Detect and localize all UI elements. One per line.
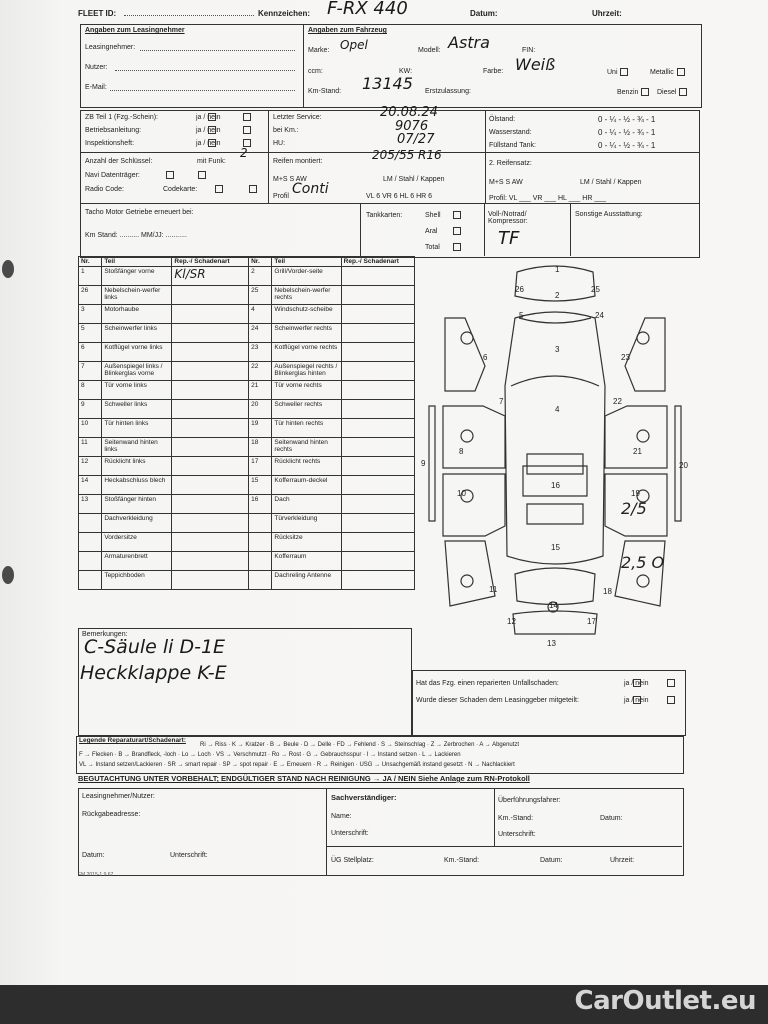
damage-table-cell: 19: [249, 419, 272, 438]
profil-label: Profil: [273, 193, 289, 200]
uni-label: Uni: [607, 68, 629, 76]
damage-table-cell[interactable]: [172, 419, 249, 438]
begutachtung-text: BEGUTACHTUNG UNTER VORBEHALT; ENDGÜLTIGER STAND NACH REINIGUNG → JA / NEIN Siehe Anlage zum RN-Protokoll: [78, 774, 530, 783]
damage-table-row: [79, 381, 415, 400]
divider: [485, 110, 486, 204]
damage-table-cell: Dachverkleidung: [102, 514, 172, 533]
vl-vr-hl-hr: VL 6 VR 6 HL 6 HR 6: [366, 193, 433, 200]
divider: [303, 24, 304, 107]
damage-table-cell: 3: [79, 305, 102, 324]
navi-label: Navi Datenträger:: [85, 172, 140, 179]
benzin-label: Benzin: [617, 88, 650, 96]
diagram-part-label: 17: [587, 617, 596, 626]
diagram-part-label: 15: [551, 543, 560, 552]
kennzeichen-label: Kennzeichen:: [258, 9, 311, 18]
damage-table-cell: 12: [79, 457, 102, 476]
codekarte-label: Codekarte:: [163, 186, 198, 193]
funk-label: mit Funk:: [197, 158, 226, 165]
damage-table-cell: Grill/Vorder-seite: [272, 267, 341, 286]
shell-label: Shell: [425, 212, 441, 219]
damage-table-cell[interactable]: [341, 305, 414, 324]
damage-table-row: [79, 514, 415, 533]
rueckgabe-label: Rückgabeadresse:: [82, 811, 141, 818]
sachverstaendiger-label: Sachverständiger:: [331, 793, 397, 802]
diagram-part-label: 18: [603, 587, 612, 596]
lm-stahl-2: LM / Stahl / Kappen: [580, 179, 642, 186]
damage-table-header: Rep.-/ Schadenart: [172, 257, 249, 267]
damage-table-cell: Motorhaube: [102, 305, 172, 324]
diagram-part-label: 12: [507, 617, 516, 626]
damage-table-cell[interactable]: [341, 343, 414, 362]
damage-table-cell: Tür hinten rechts: [272, 419, 341, 438]
oel-scale: 0 - ¼ - ½ - ¾ - 1: [598, 115, 656, 124]
line: [110, 90, 295, 91]
beikm-label: bei Km.:: [273, 127, 299, 134]
damage-table-header: Teil: [102, 257, 172, 267]
codekarte-ja-checkbox[interactable]: [215, 185, 223, 193]
damage-table-cell[interactable]: [172, 400, 249, 419]
damage-table-row: [79, 552, 415, 571]
damage-table-cell[interactable]: [172, 495, 249, 514]
inspektion-ja-checkbox[interactable]: [208, 139, 216, 147]
zb-nein-checkbox[interactable]: [243, 113, 251, 121]
damage-table-cell[interactable]: [341, 514, 414, 533]
damage-table-cell: Außenspiegel rechts / Blinkerglas hinten: [272, 362, 341, 381]
damage-table-cell: [79, 533, 102, 552]
damage-table-cell: 9: [79, 400, 102, 419]
kennzeichen-value: F-RX 440: [327, 0, 408, 19]
legend-line1: Ri → Riss · K → Kratzer · B → Beule · D → Delle · FD → Fehlend · S → Steinschlag · Z → Zerbrochen · A → Abgenutzt: [200, 742, 520, 748]
tank-label: Füllstand Tank:: [489, 142, 536, 149]
damage-table-cell: Armaturenbrett: [102, 552, 172, 571]
damage-table-cell: Tür vorne rechts: [272, 381, 341, 400]
diagram-part-label: 16: [551, 481, 560, 490]
diagram-part-label: 14: [549, 601, 558, 610]
farbe-value: Weiß: [515, 55, 556, 74]
email-label: E-Mail:: [85, 84, 107, 91]
sonstige-label: Sonstige Ausstattung:: [575, 211, 643, 218]
datum-sig-label: Datum:: [82, 852, 105, 859]
damage-table-row: [79, 533, 415, 552]
diagram-part-label: 1: [555, 265, 560, 274]
ccm-label: ccm:: [308, 68, 323, 75]
nutzer-label: Nutzer:: [85, 64, 108, 71]
diagram-part-label: 3: [555, 345, 560, 354]
remarks-line1: C-Säule li D-1E: [84, 636, 226, 658]
voll-value: TF: [498, 228, 520, 249]
divider: [268, 110, 269, 204]
damage-table-cell: 6: [79, 343, 102, 362]
modell-value: Astra: [448, 33, 490, 52]
zb-label: ZB Teil 1 (Fzg.-Schein):: [85, 114, 159, 121]
diagram-part-label: 23: [621, 353, 630, 362]
fleet-id-label: FLEET ID:: [78, 9, 117, 18]
damage-table-cell: Dachreling Antenne: [272, 571, 341, 590]
damage-table-cell: Türverkleidung: [272, 514, 341, 533]
uni-checkbox[interactable]: [620, 68, 628, 76]
diagram-note-1: 2/5: [621, 499, 647, 518]
damage-table-cell: [249, 514, 272, 533]
km-stand-line: Km Stand: .......... MM/JJ: ...........: [85, 232, 187, 239]
divider: [360, 203, 361, 256]
profil2: Profil: VL ___ VR ___ HL ___ HR ___: [489, 195, 606, 202]
damage-table-cell[interactable]: [172, 343, 249, 362]
oelstand-label: Ölstand:: [489, 116, 516, 123]
damage-table-cell: Kotflügel vorne rechts: [272, 343, 341, 362]
damage-table-cell: [79, 552, 102, 571]
damage-table-cell: Windschutz-scheibe: [272, 305, 341, 324]
diagram-part-label: 19: [631, 489, 640, 498]
marke-label: Marke:: [308, 47, 330, 54]
damage-table-cell: 15: [249, 476, 272, 495]
reported-ja-checkbox[interactable]: [633, 696, 641, 704]
erstzulassung-label: Erstzulassung:: [425, 88, 471, 95]
damage-table-cell: Rücksitze: [272, 533, 341, 552]
section-leasing-fahrzeug: [80, 24, 702, 108]
damage-table-cell[interactable]: [341, 552, 414, 571]
diagram-part-label: 8: [459, 447, 464, 456]
damage-table-cell: 13: [79, 495, 102, 514]
damage-table-row: [79, 343, 415, 362]
legend-line2: F → Flecken · B → Brandfleck, -loch · Lo → Loch · VS → Verschmutzt · Ro → Rost · G → Gebrauchsspur · I → Instand setzen · L → Lackieren: [79, 752, 461, 758]
total-checkbox[interactable]: [453, 243, 461, 251]
divider: [484, 203, 485, 256]
divider: [494, 788, 495, 846]
zb-ja-checkbox[interactable]: [208, 113, 216, 121]
anzahl-label: Anzahl der Schlüssel:: [85, 158, 153, 165]
legend-title: Legende Reparaturart/Schadenart:: [79, 737, 186, 744]
damage-table-cell: Kofferraum: [272, 552, 341, 571]
damage-table-header: Nr.: [249, 257, 272, 267]
damage-table-row: [79, 305, 415, 324]
accident-janein-2: ja / nein: [624, 697, 649, 704]
damage-table-cell: Kofferraum-deckel: [272, 476, 341, 495]
betrieb-janein: ja / nein: [196, 127, 221, 134]
damage-table-cell[interactable]: [172, 457, 249, 476]
kmstand-value: 13145: [362, 74, 413, 93]
damage-table-cell: 20: [249, 400, 272, 419]
navi-ja-checkbox[interactable]: [166, 171, 174, 179]
damage-table-cell: Seitenwand hinten links: [102, 438, 172, 457]
punch-hole: [2, 260, 14, 278]
damage-table-header: Rep.-/ Schadenart: [341, 257, 414, 267]
damage-table-cell: [79, 514, 102, 533]
diagram-part-label: 6: [483, 353, 488, 362]
uhrzeit-label: Uhrzeit:: [592, 9, 622, 18]
damage-table-cell[interactable]: [341, 419, 414, 438]
damage-table-cell: 23: [249, 343, 272, 362]
diagram-part-label: 13: [547, 639, 556, 648]
metallic-label: Metallic: [650, 68, 686, 76]
diagram-part-label: 4: [555, 405, 560, 414]
shell-checkbox[interactable]: [453, 211, 461, 219]
unterschrift-sv-label: Unterschrift:: [331, 830, 369, 837]
remarks-line2: Heckklappe K-E: [80, 662, 227, 684]
damage-table-cell[interactable]: [172, 514, 249, 533]
diesel-checkbox[interactable]: [679, 88, 687, 96]
leasing-title: Angaben zum Leasingnehmer: [85, 27, 185, 34]
damage-table-cell: Dach: [272, 495, 341, 514]
damage-table-cell[interactable]: [172, 476, 249, 495]
kw-label: KW:: [399, 68, 413, 75]
line: [115, 70, 295, 71]
diagram-part-label: 20: [679, 461, 688, 470]
accident-q1: Hat das Fzg. einen reparierten Unfallschaden:: [416, 680, 559, 687]
damage-table-cell: 4: [249, 305, 272, 324]
diagram-part-label: 5: [519, 311, 524, 320]
damage-table-cell[interactable]: [341, 533, 414, 552]
damage-table-cell: 7: [79, 362, 102, 381]
uhrzeit-ueg-label: Uhrzeit:: [610, 857, 635, 864]
zb-janein: ja / nein: [196, 114, 221, 121]
diagram-part-label: 26: [515, 285, 524, 294]
accident-ja-checkbox[interactable]: [633, 679, 641, 687]
km-stand-sig-label: Km.-Stand:: [498, 815, 534, 822]
damage-table-cell: [249, 552, 272, 571]
line: [140, 50, 295, 51]
damage-table-cell: Heckabschluss blech: [102, 476, 172, 495]
damage-table-cell: 17: [249, 457, 272, 476]
watermark-logo: CarOutlet.eu: [574, 986, 756, 1016]
damage-table-cell: Nebelschein-werfer links: [102, 286, 172, 305]
damage-table-cell: Rücklicht links: [102, 457, 172, 476]
damage-table-cell[interactable]: [172, 324, 249, 343]
diagram-part-label: 7: [499, 397, 504, 406]
damage-table-header: Nr.: [79, 257, 102, 267]
diagram-part-label: 22: [613, 397, 622, 406]
damage-table-cell: Tür hinten links: [102, 419, 172, 438]
aral-label: Aral: [425, 228, 438, 235]
benzin-checkbox[interactable]: [641, 88, 649, 96]
datum-label: Datum:: [470, 9, 498, 18]
car-diagram: [415, 256, 705, 656]
ueg-label: ÜG Stellplatz:: [331, 857, 374, 864]
damage-table-cell[interactable]: [172, 362, 249, 381]
beikm-value: 9076: [395, 119, 429, 134]
diagram-part-label: 24: [595, 311, 604, 320]
damage-table-header: Teil: [272, 257, 341, 267]
damage-table-cell: Nebelschein-werfer rechts: [272, 286, 341, 305]
accident-janein-1: ja / nein: [624, 680, 649, 687]
damage-table-cell: 10: [79, 419, 102, 438]
damage-table-cell: Tür vorne links: [102, 381, 172, 400]
service-label: Letzter Service:: [273, 114, 322, 121]
datum-ueg-label: Datum:: [540, 857, 563, 864]
unterschrift-uf-label: Unterschrift:: [498, 831, 536, 838]
divider: [570, 203, 571, 256]
betrieb-label: Betriebsanleitung:: [85, 127, 142, 134]
reifensatz-label: 2. Reifensatz:: [489, 160, 532, 167]
damage-table-cell[interactable]: [341, 571, 414, 590]
damage-table-cell: Seitenwand hinten rechts: [272, 438, 341, 457]
codekarte-nein-checkbox[interactable]: [249, 185, 257, 193]
reifen-label: Reifen montiert:: [273, 158, 323, 165]
damage-table-cell: Rücklicht rechts: [272, 457, 341, 476]
damage-table-cell: 8: [79, 381, 102, 400]
damage-table-cell: 21: [249, 381, 272, 400]
damage-table-cell: [249, 571, 272, 590]
betrieb-ja-checkbox[interactable]: [208, 126, 216, 134]
modell-label: Modell:: [418, 47, 441, 54]
remarks-label: Bemerkungen:: [82, 631, 128, 638]
damage-table-cell[interactable]: [172, 533, 249, 552]
damage-table-cell: 16: [249, 495, 272, 514]
damage-table-cell: Vordersitze: [102, 533, 172, 552]
damage-table-cell[interactable]: [341, 457, 414, 476]
diagram-part-label: 21: [633, 447, 642, 456]
damage-table-cell: Stoßfänger vorne: [102, 267, 172, 286]
diagram-part-label: 11: [489, 585, 498, 594]
damage-table-cell: Stoßfänger hinten: [102, 495, 172, 514]
funk-value: 2: [240, 146, 248, 160]
damage-table-row: [79, 324, 415, 343]
damage-table-cell: Kotflügel vorne links: [102, 343, 172, 362]
tyre-types-2: M+S S AW: [489, 179, 523, 186]
punch-hole: [2, 566, 14, 584]
hu-label: HU:: [273, 140, 286, 147]
damage-table-cell[interactable]: [341, 381, 414, 400]
legend-line3: VL → Instand setzen/Lackieren · SR → smart repair · SP → spot repair · E → Erneuern · R → Reinigen · USG → Unsachgemäß instand gesetzt · N → Nachlackiert: [79, 762, 515, 768]
profil-value: Conti: [292, 181, 329, 197]
damage-table-row: [79, 267, 415, 286]
km-stand-ueg-label: Km.-Stand:: [444, 857, 480, 864]
damage-table-cell: 26: [79, 286, 102, 305]
damage-table-row: [79, 419, 415, 438]
aral-checkbox[interactable]: [453, 227, 461, 235]
marke-value: Opel: [340, 38, 368, 52]
damage-table-cell[interactable]: [172, 571, 249, 590]
damage-table-cell[interactable]: [341, 400, 414, 419]
tank-scale: 0 - ¼ - ½ - ¾ - 1: [598, 141, 656, 150]
leasingnehmer-label: Leasingnehmer:: [85, 44, 136, 51]
damage-table-cell[interactable]: [341, 286, 414, 305]
damage-table-cell: Schweller links: [102, 400, 172, 419]
farbe-label: Farbe:: [483, 68, 504, 75]
tankkarten-label: Tankkarten:: [366, 212, 403, 219]
diesel-label: Diesel: [657, 88, 688, 96]
damage-table-row: [79, 362, 415, 381]
damage-table-row: [79, 438, 415, 457]
divider: [326, 788, 327, 875]
unterschrift-sig-label: Unterschrift:: [170, 852, 208, 859]
damage-table-cell[interactable]: [172, 381, 249, 400]
damage-table-cell: Teppichboden: [102, 571, 172, 590]
damage-table-cell[interactable]: [341, 324, 414, 343]
damage-table-cell[interactable]: [172, 286, 249, 305]
name-label: Name:: [331, 813, 352, 820]
damage-table-cell: 22: [249, 362, 272, 381]
damage-table-cell[interactable]: Kl/SR: [172, 267, 249, 286]
wasser-scale: 0 - ¼ - ½ - ¾ - 1: [598, 128, 656, 137]
damage-table-cell: Schweller rechts: [272, 400, 341, 419]
damage-table-cell: Scheinwerfer rechts: [272, 324, 341, 343]
leasingnehmer-sig-label: Leasingnehmer/Nutzer:: [82, 793, 155, 800]
damage-table-cell: 18: [249, 438, 272, 457]
damage-table-row: [79, 457, 415, 476]
damage-table-row: [79, 495, 415, 514]
damage-table-cell[interactable]: [172, 438, 249, 457]
diagram-part-label: 9: [421, 459, 426, 468]
datum-sv-label: Datum:: [600, 815, 623, 822]
diagram-part-label: 10: [457, 489, 466, 498]
fleet-id-line: [124, 15, 254, 16]
damage-table-cell: 24: [249, 324, 272, 343]
divider: [326, 846, 682, 847]
damage-table-cell[interactable]: [341, 438, 414, 457]
damage-table-cell: Außenspiegel links / Blinkerglas vorne: [102, 362, 172, 381]
damage-table-cell[interactable]: [341, 267, 414, 286]
form-id: FM 2015-1 9.67: [78, 872, 114, 878]
tacho-line: Tacho Motor Getriebe erneuert bei:: [85, 209, 194, 216]
damage-table-row: [79, 571, 415, 590]
damage-table: [78, 256, 415, 590]
diagram-part-label: 25: [591, 285, 600, 294]
navi-nein-checkbox[interactable]: [198, 171, 206, 179]
divider: [80, 203, 699, 204]
damage-table-cell: 25: [249, 286, 272, 305]
reported-nein-checkbox[interactable]: [667, 696, 675, 704]
damage-table-row: [79, 476, 415, 495]
inspektion-label: Inspektionsheft:: [85, 140, 135, 147]
ueberfuehrung-label: Überführungsfahrer:: [498, 797, 561, 804]
metallic-checkbox[interactable]: [677, 68, 685, 76]
inspektion-janein: ja / nein: [196, 140, 221, 147]
damage-table-cell[interactable]: [172, 552, 249, 571]
total-label: Total: [425, 244, 440, 251]
damage-table-cell: 2: [249, 267, 272, 286]
diagram-note-2: 2,5 O: [621, 553, 665, 572]
damage-table-row: [79, 400, 415, 419]
damage-table-cell: [249, 533, 272, 552]
fin-label: FIN:: [522, 47, 536, 54]
damage-table-cell[interactable]: [341, 495, 414, 514]
damage-table-cell: 5: [79, 324, 102, 343]
damage-table-cell[interactable]: [341, 476, 414, 495]
accident-q2: Wurde dieser Schaden dem Leasinggeber mitgeteilt:: [416, 697, 579, 704]
damage-table-cell: Scheinwerfer links: [102, 324, 172, 343]
damage-table-cell: 1: [79, 267, 102, 286]
damage-table-cell: 11: [79, 438, 102, 457]
damage-table-cell: [79, 571, 102, 590]
accident-nein-checkbox[interactable]: [667, 679, 675, 687]
kmstand-label: Km-Stand:: [308, 88, 342, 95]
damage-table-cell: 14: [79, 476, 102, 495]
tyre-types: M+S S AW: [273, 176, 307, 183]
damage-table-cell[interactable]: [172, 305, 249, 324]
wasserstand-label: Wasserstand:: [489, 129, 532, 136]
diagram-part-label: 2: [555, 291, 560, 300]
hu-value: 07/27: [397, 132, 435, 147]
lm-stahl: LM / Stahl / Kappen: [383, 176, 445, 183]
damage-table-row: [79, 286, 415, 305]
damage-table-cell[interactable]: [341, 362, 414, 381]
betrieb-nein-checkbox[interactable]: [243, 126, 251, 134]
fahrzeug-title: Angaben zum Fahrzeug: [308, 27, 387, 34]
reifen-value: 205/55 R16: [372, 148, 442, 162]
service-value: 20.08.24: [380, 105, 438, 120]
voll-label: Voll-/Notrad/ Kompressor:: [488, 211, 528, 225]
dark-background: [0, 985, 768, 1024]
radio-label: Radio Code:: [85, 186, 124, 193]
